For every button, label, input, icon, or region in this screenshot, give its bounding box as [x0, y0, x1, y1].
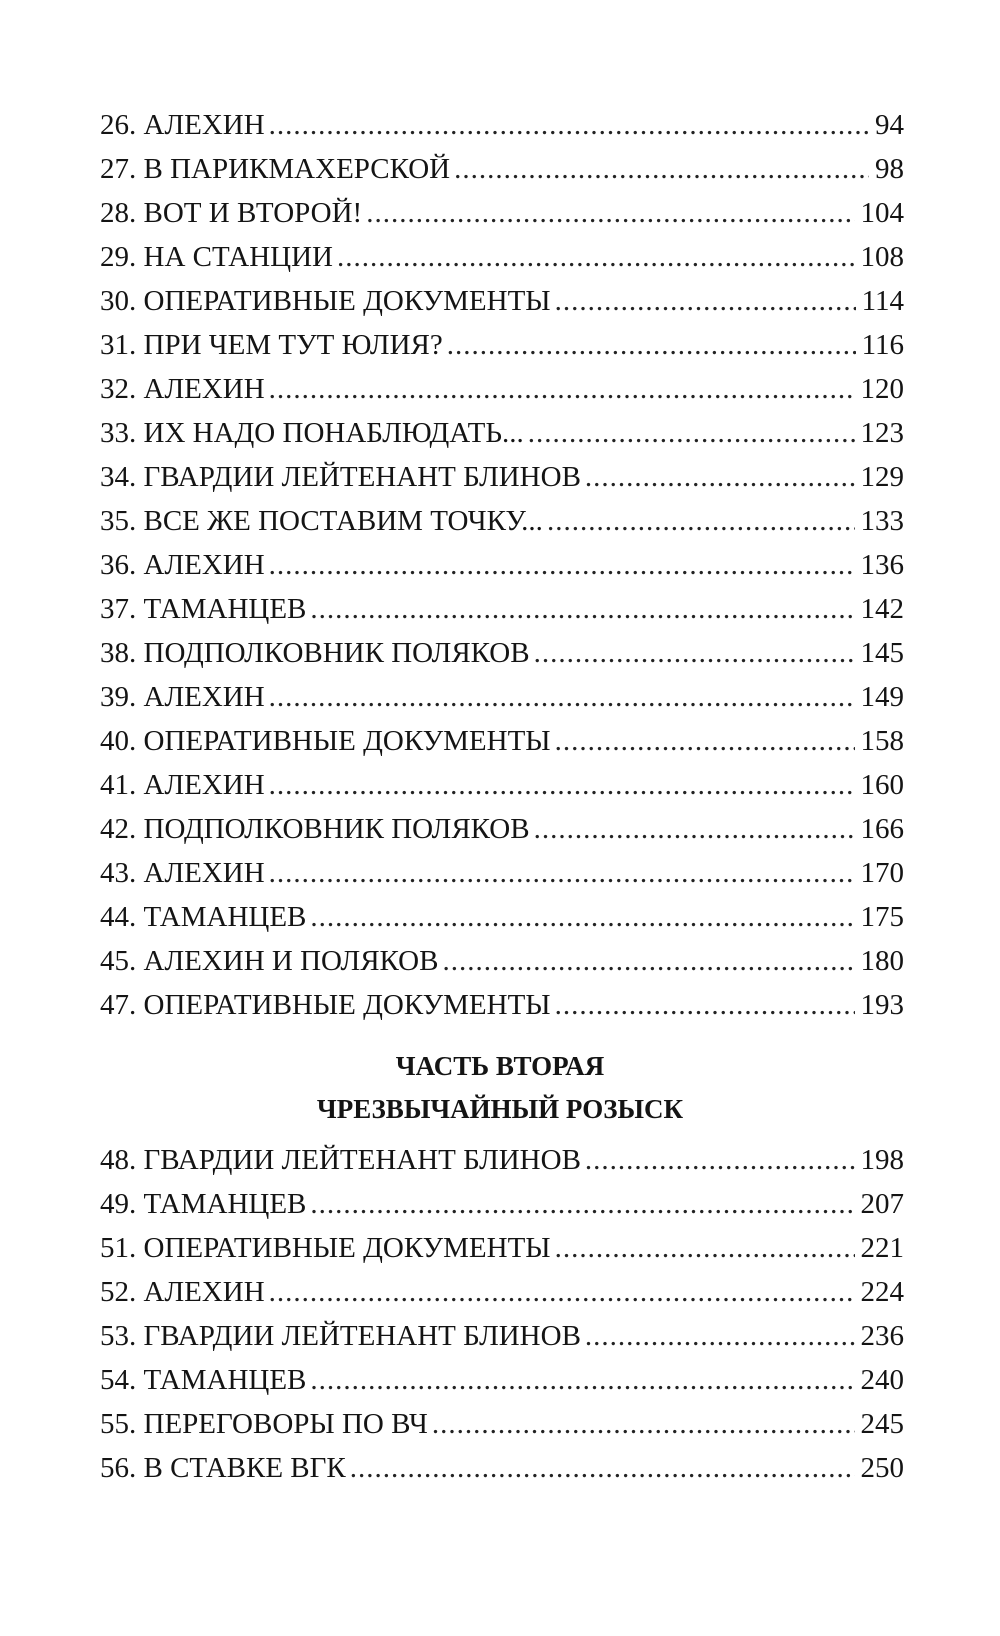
toc-entry-title: 44. ТАМАНЦЕВ	[100, 901, 307, 933]
toc-entry[interactable]	[100, 719, 904, 763]
toc-entry[interactable]	[100, 631, 904, 675]
toc-dot-leader	[555, 719, 855, 763]
toc-entry-title: 36. АЛЕХИН	[100, 549, 265, 581]
toc-dot-leader	[269, 675, 855, 719]
toc-entry-title: 45. АЛЕХИН И ПОЛЯКОВ	[100, 945, 439, 977]
toc-dot-leader	[310, 587, 854, 631]
toc-entry-page-number: 120	[860, 373, 904, 405]
toc-entry[interactable]	[100, 1270, 904, 1314]
toc-entry[interactable]	[100, 1226, 904, 1270]
toc-entry[interactable]	[100, 411, 904, 455]
toc-entry-page-number: 240	[860, 1364, 904, 1396]
toc-entry-title: 40. ОПЕРАТИВНЫЕ ДОКУМЕНТЫ	[100, 725, 551, 757]
toc-entry-page-number: 98	[875, 153, 904, 185]
toc-entry-page-number: 108	[860, 241, 904, 273]
toc-dot-leader	[555, 279, 856, 323]
toc-entry[interactable]	[100, 939, 904, 983]
toc-dot-leader	[310, 895, 854, 939]
toc-entry-page-number: 114	[861, 285, 904, 317]
toc-entry[interactable]	[100, 543, 904, 587]
toc-entry-page-number: 198	[860, 1144, 904, 1176]
toc-entry[interactable]	[100, 147, 904, 191]
part-two-title: ЧРЕЗВЫЧАЙНЫЙ РОЗЫСК	[316, 1094, 684, 1124]
toc-entry-page-number: 94	[875, 109, 904, 141]
toc-entry-page-number: 224	[860, 1276, 904, 1308]
toc-dot-leader	[366, 191, 854, 235]
toc-entry[interactable]	[100, 455, 904, 499]
toc-entry[interactable]	[100, 1358, 904, 1402]
toc-entry-title: 47. ОПЕРАТИВНЫЕ ДОКУМЕНТЫ	[100, 989, 551, 1021]
toc-entry-title: 35. ВСЕ ЖЕ ПОСТАВИМ ТОЧКУ...	[100, 505, 543, 537]
toc-entry[interactable]	[100, 983, 904, 1027]
toc-entry[interactable]	[100, 1314, 904, 1358]
toc-entry-page-number: 245	[860, 1408, 904, 1440]
toc-entry[interactable]	[100, 763, 904, 807]
toc-entry-page-number: 166	[860, 813, 904, 845]
toc-dot-leader	[585, 1138, 855, 1182]
toc-dot-leader	[269, 1270, 855, 1314]
toc-entry[interactable]	[100, 191, 904, 235]
toc-entry-page-number: 160	[860, 769, 904, 801]
toc-dot-leader	[585, 1314, 855, 1358]
toc-entry[interactable]	[100, 675, 904, 719]
toc-entry-page-number: 175	[860, 901, 904, 933]
toc-entry[interactable]	[100, 1138, 904, 1182]
toc-entry-title: 53. ГВАРДИИ ЛЕЙТЕНАНТ БЛИНОВ	[100, 1320, 581, 1352]
toc-entry-page-number: 221	[860, 1232, 904, 1264]
toc-entry[interactable]	[100, 103, 904, 147]
toc-entry-title: 49. ТАМАНЦЕВ	[100, 1188, 307, 1220]
toc-entry-page-number: 129	[860, 461, 904, 493]
part-two-label: ЧАСТЬ ВТОРАЯ	[395, 1051, 605, 1081]
toc-entry-title: 52. АЛЕХИН	[100, 1276, 265, 1308]
toc-entry-title: 54. ТАМАНЦЕВ	[100, 1364, 307, 1396]
toc-entry-title: 48. ГВАРДИИ ЛЕЙТЕНАНТ БЛИНОВ	[100, 1144, 581, 1176]
toc-entry[interactable]	[100, 279, 904, 323]
toc-entry-title: 39. АЛЕХИН	[100, 681, 265, 713]
toc-dot-leader	[310, 1358, 854, 1402]
toc-entry[interactable]	[100, 1402, 904, 1446]
toc-entry-page-number: 142	[860, 593, 904, 625]
toc-entry-title: 32. АЛЕХИН	[100, 373, 265, 405]
toc-entry-page-number: 236	[860, 1320, 904, 1352]
toc-dot-leader	[269, 763, 855, 807]
toc-entry-page-number: 193	[860, 989, 904, 1021]
toc-entry[interactable]	[100, 499, 904, 543]
toc-entry-page-number: 136	[860, 549, 904, 581]
toc-entry-page-number: 123	[860, 417, 904, 449]
toc-dot-leader	[269, 103, 869, 147]
toc-list-part-two	[100, 1138, 904, 1490]
toc-entry[interactable]	[100, 235, 904, 279]
toc-entry-title: 29. НА СТАНЦИИ	[100, 241, 333, 273]
toc-entry-title: 31. ПРИ ЧЕМ ТУТ ЮЛИЯ?	[100, 329, 443, 361]
toc-entry-title: 56. В СТАВКЕ ВГК	[100, 1452, 346, 1484]
toc-entry-title: 51. ОПЕРАТИВНЫЕ ДОКУМЕНТЫ	[100, 1232, 551, 1264]
toc-dot-leader	[555, 983, 855, 1027]
toc-entry-page-number: 133	[860, 505, 904, 537]
toc-entry-page-number: 250	[860, 1452, 904, 1484]
toc-entry-page-number: 116	[861, 329, 904, 361]
toc-entry-title: 43. АЛЕХИН	[100, 857, 265, 889]
toc-dot-leader	[528, 411, 855, 455]
toc-entry-title: 33. ИХ НАДО ПОНАБЛЮДАТЬ...	[100, 417, 524, 449]
toc-dot-leader	[442, 939, 854, 983]
toc-dot-leader	[547, 499, 855, 543]
toc-entry[interactable]	[100, 1182, 904, 1226]
toc-entry-page-number: 149	[860, 681, 904, 713]
toc-dot-leader	[454, 147, 869, 191]
toc-entry-page-number: 170	[860, 857, 904, 889]
toc-dot-leader	[269, 543, 855, 587]
toc-entry[interactable]	[100, 807, 904, 851]
toc-dot-leader	[534, 807, 855, 851]
toc-dot-leader	[555, 1226, 855, 1270]
toc-dot-leader	[350, 1446, 855, 1490]
toc-entry-page-number: 104	[860, 197, 904, 229]
toc-dot-leader	[432, 1402, 855, 1446]
toc-entry-title: 38. ПОДПОЛКОВНИК ПОЛЯКОВ	[100, 637, 530, 669]
toc-entry-title: 41. АЛЕХИН	[100, 769, 265, 801]
toc-entry-page-number: 207	[860, 1188, 904, 1220]
toc-dot-leader	[310, 1182, 854, 1226]
toc-entry[interactable]	[100, 1446, 904, 1490]
toc-entry[interactable]	[100, 367, 904, 411]
toc-dot-leader	[585, 455, 855, 499]
toc-entry-title: 28. ВОТ И ВТОРОЙ!	[100, 197, 363, 229]
toc-dot-leader	[269, 367, 855, 411]
toc-entry[interactable]	[100, 323, 904, 367]
toc-entry-page-number: 145	[860, 637, 904, 669]
toc-entry-title: 34. ГВАРДИИ ЛЕЙТЕНАНТ БЛИНОВ	[100, 461, 581, 493]
toc-entry-page-number: 158	[860, 725, 904, 757]
toc-entry-title: 42. ПОДПОЛКОВНИК ПОЛЯКОВ	[100, 813, 530, 845]
toc-entry-title: 55. ПЕРЕГОВОРЫ ПО ВЧ	[100, 1408, 428, 1440]
toc-list-part-one	[100, 103, 904, 1027]
toc-entry[interactable]	[100, 851, 904, 895]
toc-entry-title: 30. ОПЕРАТИВНЫЕ ДОКУМЕНТЫ	[100, 285, 551, 317]
toc-entry-title: 37. ТАМАНЦЕВ	[100, 593, 307, 625]
toc-entry[interactable]	[100, 587, 904, 631]
toc-entry[interactable]	[100, 895, 904, 939]
toc-dot-leader	[269, 851, 855, 895]
toc-entry-title: 27. В ПАРИКМАХЕРСКОЙ	[100, 153, 451, 185]
toc-entry-page-number: 180	[860, 945, 904, 977]
toc-entry-title: 26. АЛЕХИН	[100, 109, 265, 141]
toc-dot-leader	[447, 323, 856, 367]
toc-dot-leader	[337, 235, 855, 279]
toc-dot-leader	[534, 631, 855, 675]
